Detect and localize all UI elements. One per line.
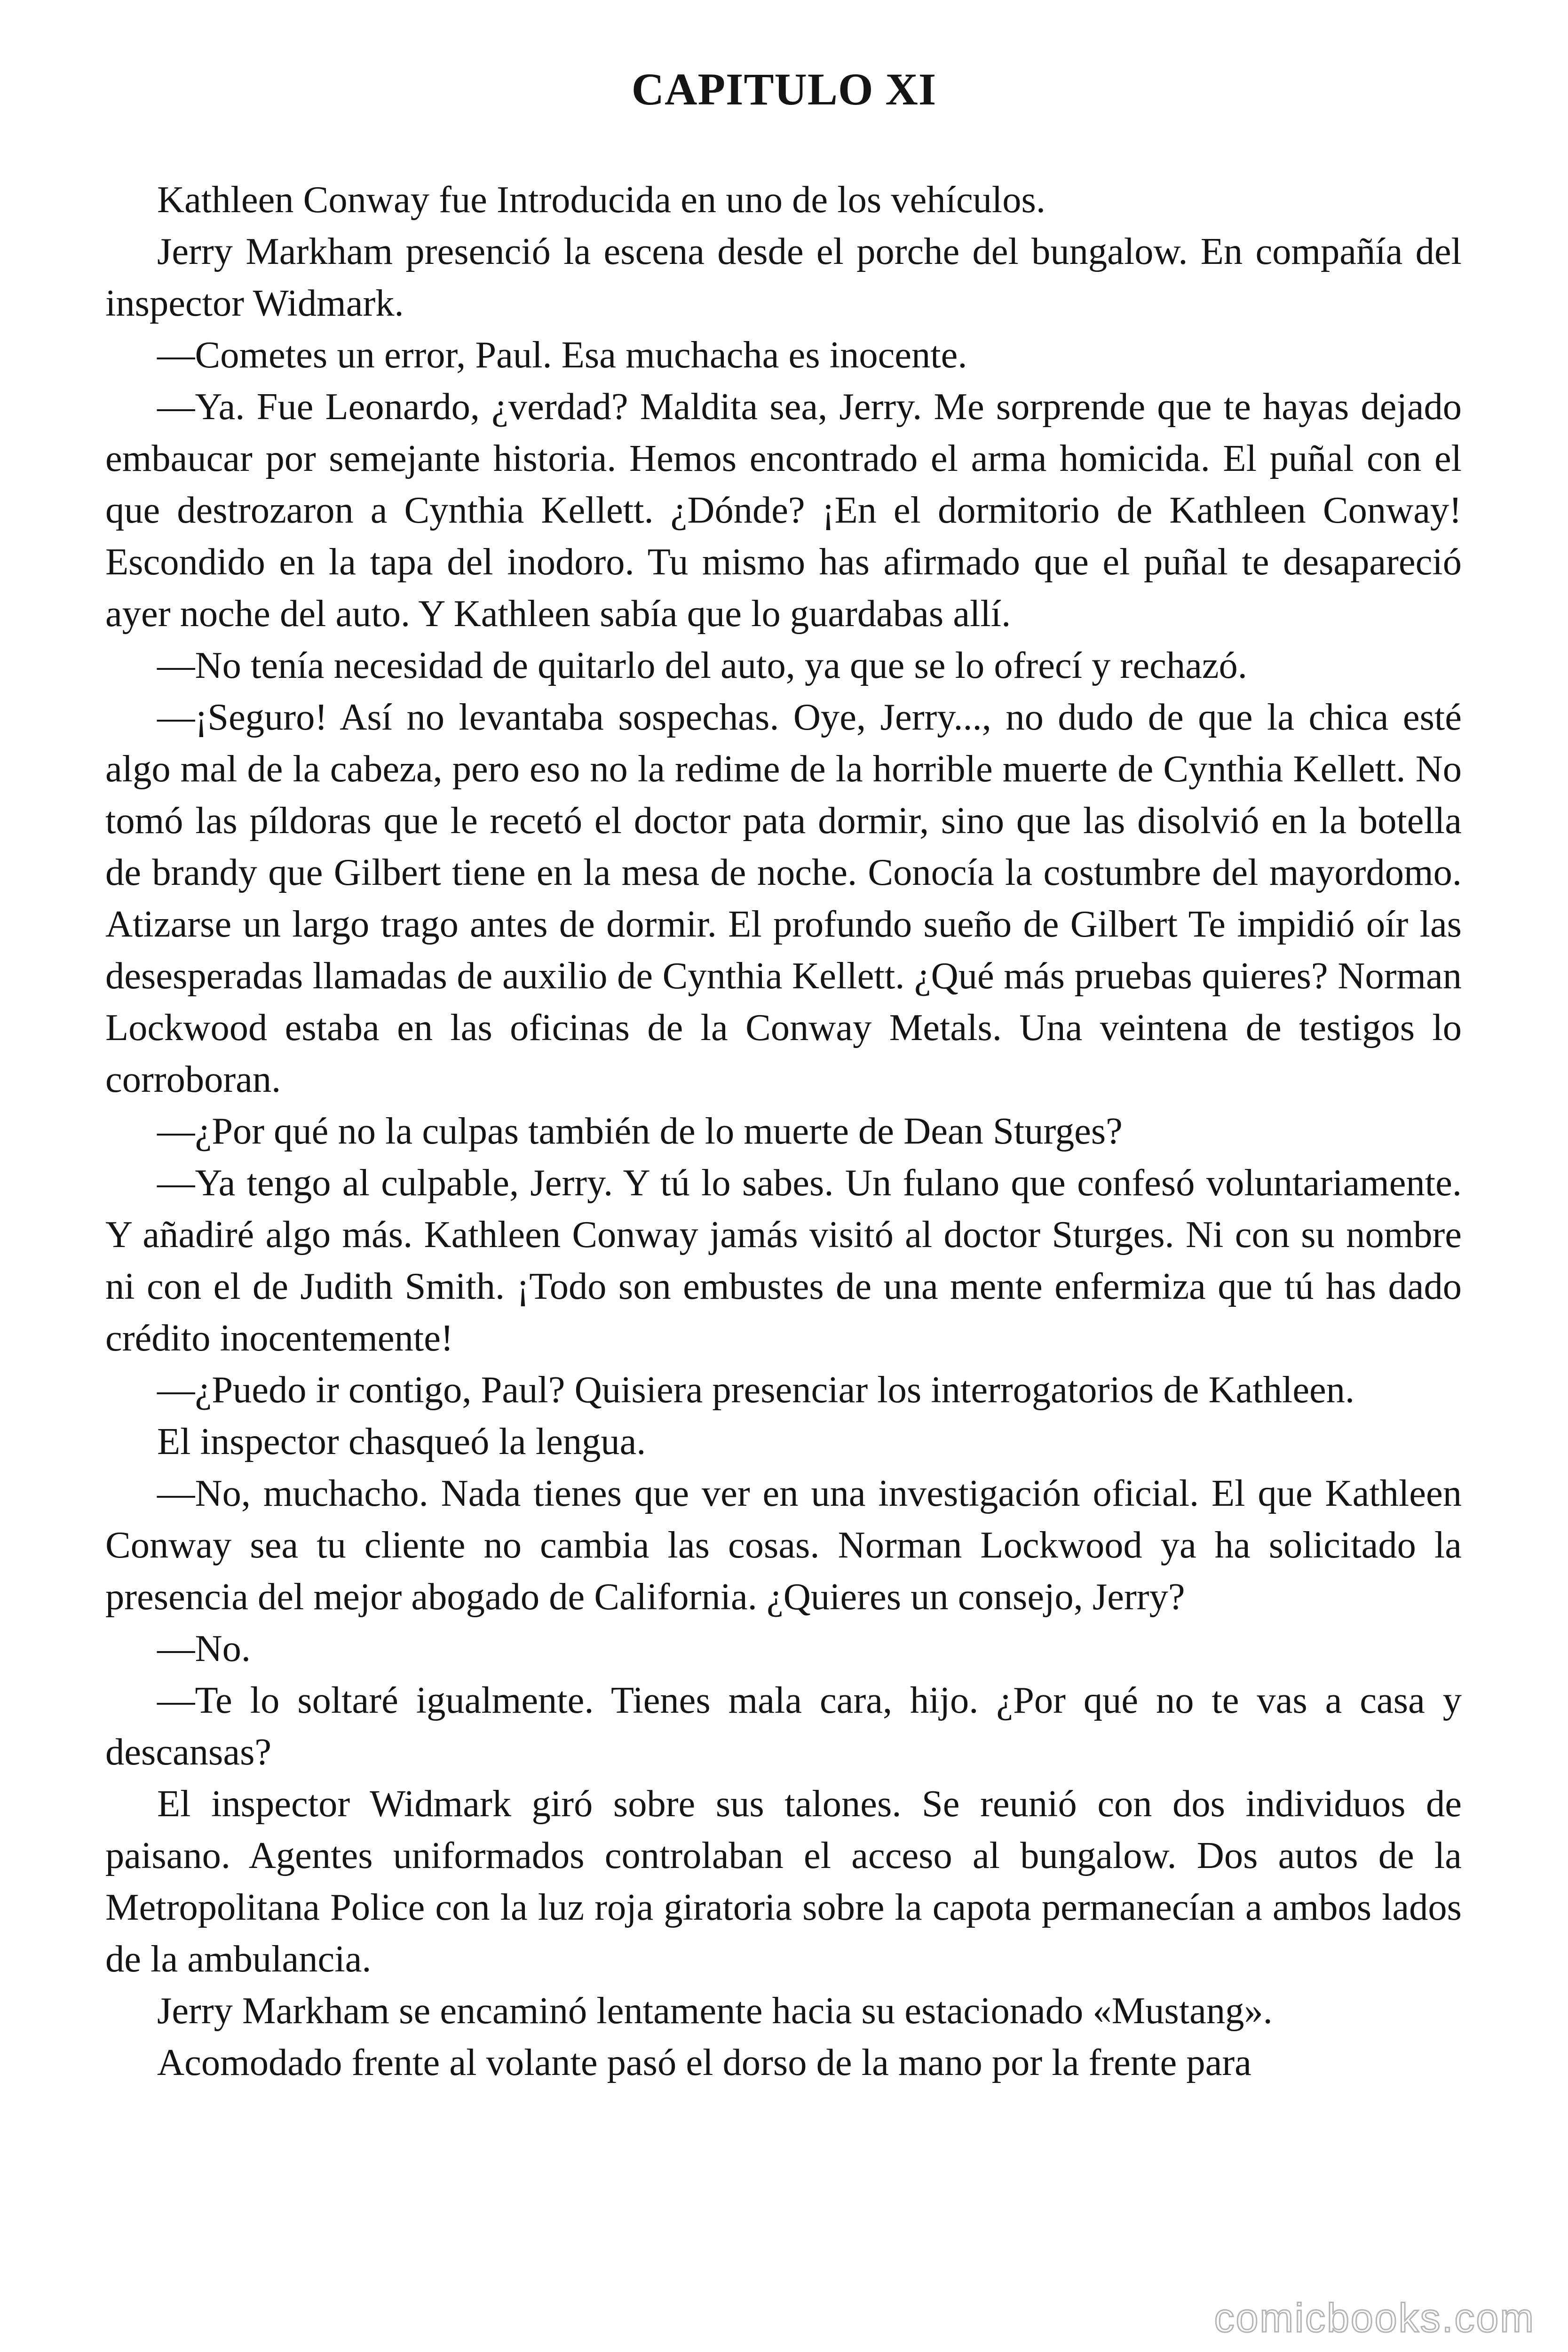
paragraph: El inspector Widmark giró sobre sus talones. Se reunió con dos individuos de paisano. Agentes uniformados controlaban el acceso al bungalow. Dos autos de la Metropolitana Police con la luz roja giratoria sobre la capota permanecían a ambos lados de la ambulancia. (105, 1783, 1462, 1980)
paragraph: —Ya tengo al culpable, Jerry. Y tú lo sabes. Un fulano que confesó voluntariamente. Y añadiré algo más. Kathleen Conway jamás visitó al doctor Sturges. Ni con su nombre ni con el de Judith Smith. ¡Todo son embustes de una mente enfermiza que tú has dado crédito inocentemente! (105, 1162, 1462, 1359)
paragraph: Acomodado frente al volante pasó el dorso de la mano por la frente para (157, 2042, 1251, 2083)
paragraph: —Ya. Fue Leonardo, ¿verdad? Maldita sea, Jerry. Me sorprende que te hayas dejado embaucar por semejante historia. Hemos encontrado el arma homicida. El puñal con el que destrozaron a Cynthia Kellett. ¿Dónde? ¡En el dormitorio de Kathleen Conway! Escondido en la tapa del inodoro. Tu mismo has afirmado que el puñal te desapareció ayer noche del auto. Y Kathleen sabía que lo guardabas allí. (105, 386, 1462, 635)
paragraph: —Cometes un error, Paul. Esa muchacha es inocente. (157, 334, 967, 376)
paragraph: —¿Puedo ir contigo, Paul? Quisiera presenciar los interrogatorios de Kathleen. (157, 1369, 1355, 1411)
paragraph: Jerry Markham presenció la escena desde el porche del bungalow. En compañía del inspector Widmark. (105, 230, 1462, 324)
paragraph: —No tenía necesidad de quitarlo del auto, ya que se lo ofrecí y rechazó. (157, 644, 1247, 686)
site-watermark: comicbooks.com (1214, 2296, 1535, 2341)
chapter-title: CAPITULO XI (631, 64, 937, 114)
paragraph: Jerry Markham se encaminó lentamente hacia su estacionado «Mustang». (157, 1990, 1273, 2032)
paragraph: Kathleen Conway fue Introducida en uno de los vehículos. (157, 179, 1045, 221)
chapter-body (105, 174, 1462, 2338)
paragraph: —No. (157, 1628, 251, 1669)
paragraph: —Te lo soltaré igualmente. Tienes mala cara, hijo. ¿Por qué no te vas a casa y descansas? (105, 1679, 1462, 1773)
paragraph: —¿Por qué no la culpas también de lo muerte de Dean Sturges? (157, 1110, 1123, 1152)
paragraph: —¡Seguro! Así no levantaba sospechas. Oye, Jerry..., no dudo de que la chica esté algo mal de la cabeza, pero eso no la redime de la horrible muerte de Cynthia Kellett. No tomó las píldoras que le recetó el doctor pata dormir, sino que las disolvió en la botella de brandy que Gilbert tiene en la mesa de noche. Conocía la costumbre del mayordomo. Atizarse un largo trago antes de dormir. El profundo sueño de Gilbert Te impidió oír las desesperadas llamadas de auxilio de Cynthia Kellett. ¿Qué más pruebas quieres? Norman Lockwood estaba en las oficinas de la Conway Metals. Una veintena de testigos lo corroboran. (105, 696, 1462, 1100)
paragraph: —No, muchacho. Nada tienes que ver en una investigación oficial. El que Kathleen Conway sea tu cliente no cambia las cosas. Norman Lockwood ya ha solicitado la presencia del mejor abogado de California. ¿Quieres un consejo, Jerry? (105, 1472, 1462, 1618)
paragraph: El inspector chasqueó la lengua. (157, 1421, 646, 1462)
